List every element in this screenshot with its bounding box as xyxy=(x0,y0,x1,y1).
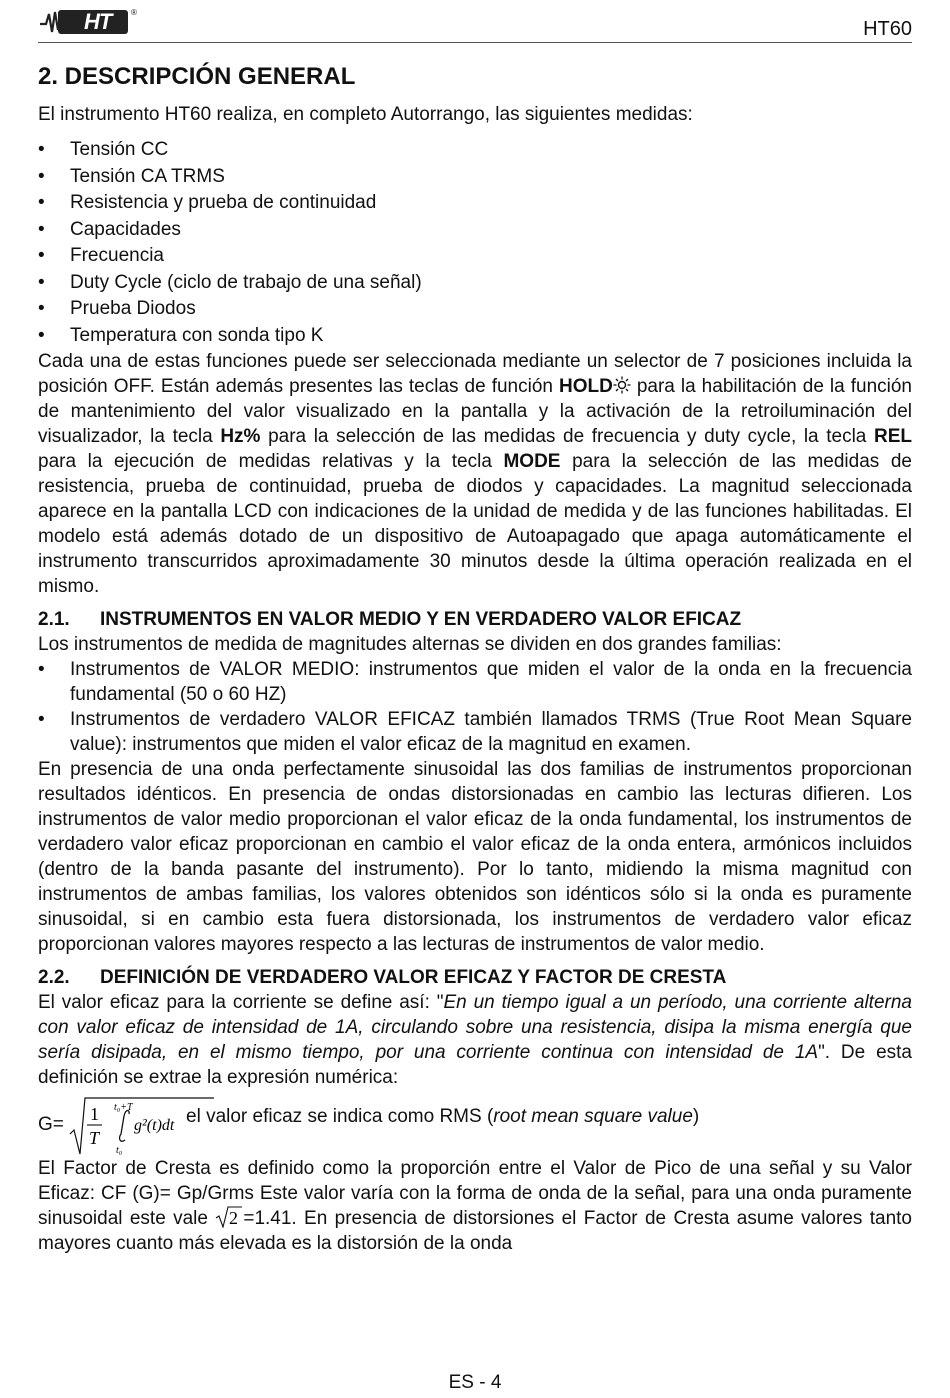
section-title: 2. DESCRIPCIÓN GENERAL xyxy=(38,63,356,90)
list-item: • Frecuencia xyxy=(38,243,912,270)
page-header xyxy=(38,8,912,43)
sqrt-symbol xyxy=(215,1206,243,1228)
list-item: • Resistencia y prueba de continuidad xyxy=(38,190,912,217)
list-item: • Instrumentos de verdadero VALOR EFICAZ también llamados TRMS (True Root Mean Square value): instrumentos que miden el valor eficaz de la magnitud en examen. xyxy=(38,707,912,757)
families-list xyxy=(38,657,912,757)
measures-list xyxy=(38,137,912,349)
page-content xyxy=(38,62,912,1256)
rms-definition-paragraph: El valor eficaz para la corriente se define así: "En un tiempo igual a un período, una corriente alterna con valor eficaz de intensidad de 1A, circulando sobre una resistencia, disipa la misma energía que sería disipada, en el mismo tiempo, por una corriente continua con intensidad de 1A". De esta definición se extrae la expresión numérica: xyxy=(38,992,912,1088)
hold-key: HOLD xyxy=(558,376,613,397)
formula-denominator: T xyxy=(89,1128,100,1148)
rms-formula-row xyxy=(38,1094,912,1156)
registered-icon: ® xyxy=(131,8,137,17)
page-number: ES - 4 xyxy=(448,1372,502,1393)
list-item: • Prueba Diodos xyxy=(38,296,912,323)
hz-key: Hz% xyxy=(220,426,261,447)
list-item: • Tensión CA TRMS xyxy=(38,164,912,191)
subsection-2-2-title: 2.2. DEFINICIÓN DE VERDADERO VALOR EFICAZ Y FACTOR DE CRESTA xyxy=(38,967,727,988)
list-item: • Temperatura con sonda tipo K xyxy=(38,323,912,350)
rms-note: el valor eficaz se indica como RMS (root mean square value) xyxy=(186,1106,700,1127)
formula-numerator: 1 xyxy=(90,1104,99,1124)
mode-key: MODE xyxy=(503,451,561,472)
formula-upper-limit: t₀+T xyxy=(114,1102,133,1113)
definition-quote: En un tiempo igual a un período, una corriente alterna con valor eficaz de intensidad de 1A, circulando sobre una resistencia, disipa la misma energía que sería disipada, en el mismo tiempo, por una corriente continua con intensidad de 1A xyxy=(38,992,912,1063)
formula-integrand: g²(t)dt xyxy=(134,1117,175,1134)
list-item: • Instrumentos de VALOR MEDIO: instrumentos que miden el valor de la onda en la frecuencia fundamental (50 o 60 HZ) xyxy=(38,657,912,707)
sqrt-argument: 2 xyxy=(229,1208,239,1228)
backlight-icon xyxy=(613,376,631,394)
formula-lower-limit: t₀ xyxy=(116,1145,123,1156)
ht-logo xyxy=(38,8,137,36)
list-item: • Tensión CC xyxy=(38,137,912,164)
subsection-2-1-intro: Los instrumentos de medida de magnitudes alternas se dividen en dos grandes familias: xyxy=(38,634,782,655)
subsection-2-1-title: 2.1. INSTRUMENTOS EN VALOR MEDIO Y EN VERDADERO VALOR EFICAZ xyxy=(38,609,742,630)
section-intro: El instrumento HT60 realiza, en completo Autorrango, las siguientes medidas: xyxy=(38,104,693,125)
logo-text: HT xyxy=(84,9,112,34)
crest-factor-paragraph: El Factor de Cresta es definido como la proporción entre el Valor de Pico de una señal y su Valor Eficaz: CF (G)= Gp/Grms Este valor varía con la forma de onda de la señal, para una onda puramente sinusoidal este vale 2 =1.41. En presencia de distorsiones el Factor de Cresta asume valores tanto mayores cuanto más elevada es la distorsión de la onda xyxy=(38,1158,913,1254)
rel-key: REL xyxy=(874,426,912,447)
list-item: • Duty Cycle (ciclo de trabajo de una señal) xyxy=(38,270,912,297)
functions-paragraph: Cada una de estas funciones puede ser seleccionada mediante un selector de 7 posiciones incluida la posición OFF. Están además presentes las teclas de función HOLD para la habilitación de la función de mantenimiento del valor visualizado en la pantalla y la activación de la retroiluminación del visualizador, la tecla Hz% para la selección de las medidas de frecuencia y duty cycle, la tecla REL para la ejecución de medidas relativas y la tecla MODE para la selección de las medidas de resistencia, prueba de continuidad, prueba de diodos y capacidades. La magnitud seleccionada aparece en la pantalla LCD con indicaciones de la unidad de medida y de las funciones habilitadas. El modelo está además dotado de un dispositivo de Autoapagado que apaga automáticamente el instrumento transcurridos aproximadamente 30 minutos desde la última operación realizada en el mismo. xyxy=(38,351,912,597)
model-name: HT60 xyxy=(863,18,912,40)
subsection-2-1-body: En presencia de una onda perfectamente sinusoidal las dos familias de instrumentos proporcionan resultados idénticos. En presencia de ondas distorsionadas en cambio las lecturas difieren. Los instrumentos de valor medio proporcionan el valor eficaz de la onda fundamental, los instrumentos de verdadero valor eficaz proporcionan en cambio el valor eficaz de la onda entera, armónicos incluidos (dentro de la banda pasante del instrumento). Por lo tanto, midiendo la misma magnitud con instrumentos de ambas familias, los valores obtenidos son idénticos sólo si la onda es puramente sinusoidal, si en cambio esta fuera distorsionada, los instrumentos de verdadero valor eficaz proporcionan valores mayores respecto a las lecturas de instrumentos de valor medio. xyxy=(38,759,912,955)
list-item: • Capacidades xyxy=(38,217,912,244)
formula-label: G= xyxy=(38,1114,64,1135)
